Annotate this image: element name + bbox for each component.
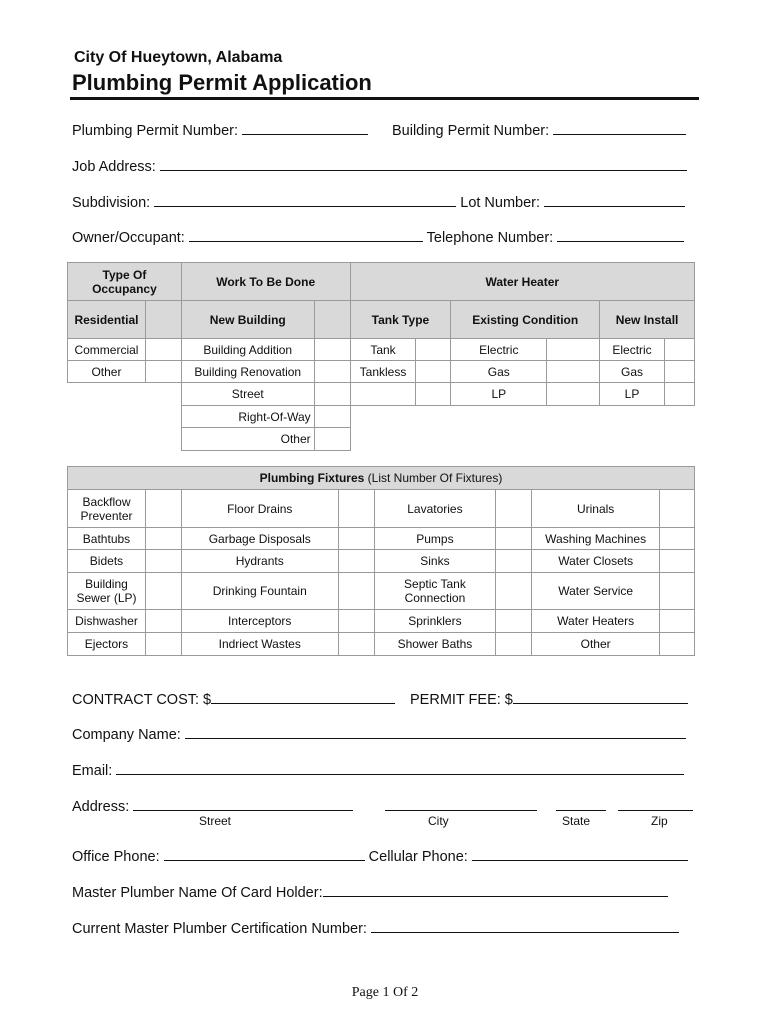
existing-electric-label: Electric <box>451 339 547 361</box>
other-occupancy-label: Other <box>68 361 146 383</box>
residential-count-field[interactable] <box>145 301 181 339</box>
telephone-number-field[interactable] <box>557 228 684 242</box>
company-name-row <box>72 725 686 743</box>
new-gas-label: Gas <box>600 361 665 383</box>
new-lp-field[interactable] <box>664 383 694 406</box>
fixtures-header <box>68 467 695 490</box>
city-name: City Of Hueytown, Alabama <box>74 49 283 66</box>
fixture-label: Urinals <box>532 490 660 528</box>
contract-cost-row <box>72 690 395 708</box>
cellular-phone-field[interactable] <box>472 847 688 861</box>
fixture-label: Interceptors <box>181 610 338 633</box>
address-state-field[interactable] <box>556 797 606 811</box>
water-heater-header: Water Heater <box>350 263 694 301</box>
fixture-count-field[interactable] <box>338 573 374 610</box>
fixture-label: Bathtubs <box>68 528 146 550</box>
page-number: Page 1 Of 2 <box>351 985 419 1000</box>
permit-fee-row <box>410 690 688 708</box>
fixture-count-field[interactable] <box>145 610 181 633</box>
subdivision-label: Subdivision: <box>72 195 151 211</box>
fixture-count-field[interactable] <box>496 490 532 528</box>
commercial-label: Commercial <box>68 339 146 361</box>
new-electric-label: Electric <box>600 339 665 361</box>
telephone-number-label: Telephone Number: <box>426 230 554 246</box>
fixture-label: Drinking Fountain <box>181 573 338 610</box>
fixture-label: Water Service <box>532 573 660 610</box>
email-field[interactable] <box>116 761 684 775</box>
fixture-count-field[interactable] <box>496 550 532 573</box>
fixture-count-field[interactable] <box>496 610 532 633</box>
existing-electric-field[interactable] <box>547 339 600 361</box>
fixture-label: Pumps <box>374 528 496 550</box>
email-row <box>72 761 684 779</box>
contract-cost-field[interactable] <box>211 690 395 704</box>
table-row <box>68 610 695 633</box>
master-plumber-name-field[interactable] <box>323 883 668 897</box>
existing-lp-field[interactable] <box>547 383 600 406</box>
tank-type-blank-field[interactable] <box>416 383 451 406</box>
table-row <box>68 633 695 656</box>
work-table <box>67 262 695 451</box>
table-row <box>68 528 695 550</box>
street-work-label: Street <box>181 383 314 406</box>
fixture-label: Indriect Wastes <box>181 633 338 656</box>
street-caption: Street <box>199 814 232 828</box>
building-permit-number-label: Building Permit Number: <box>392 123 550 139</box>
lot-number-label: Lot Number: <box>460 195 541 211</box>
company-name-field[interactable] <box>185 725 686 739</box>
fixture-label: Other <box>532 633 660 656</box>
fixture-label: Water Heaters <box>532 610 660 633</box>
other-work-field[interactable] <box>314 428 350 451</box>
table-row <box>68 573 695 610</box>
certification-number-field[interactable] <box>371 919 679 933</box>
permit-fee-field[interactable] <box>513 690 688 704</box>
fixture-count-field[interactable] <box>338 528 374 550</box>
fixture-count-field[interactable] <box>660 610 695 633</box>
fixture-label: Dishwasher <box>68 610 146 633</box>
new-building-count-field[interactable] <box>314 301 350 339</box>
form-title: Plumbing Permit Application <box>72 70 372 95</box>
address-city-field[interactable] <box>385 797 537 811</box>
other-work-label: Other <box>181 428 314 451</box>
tank-type-blank-label <box>350 383 416 406</box>
fixture-label: Building Sewer (LP) <box>68 573 146 610</box>
fixture-label: Shower Baths <box>374 633 496 656</box>
fixture-count-field[interactable] <box>496 573 532 610</box>
state-caption: State <box>562 814 591 828</box>
certification-row <box>72 919 679 937</box>
tank-label: Tank <box>350 339 416 361</box>
fixture-count-field[interactable] <box>145 633 181 656</box>
fixture-label: Water Closets <box>532 550 660 573</box>
plumbing-permit-number-label: Plumbing Permit Number: <box>72 123 238 139</box>
fixture-count-field[interactable] <box>338 490 374 528</box>
contract-cost-label: CONTRACT COST: $ <box>72 692 212 708</box>
existing-gas-field[interactable] <box>547 361 600 383</box>
email-label: Email: <box>72 763 113 779</box>
fixture-count-field[interactable] <box>660 550 695 573</box>
address-row <box>72 797 693 815</box>
tankless-field[interactable] <box>416 361 451 383</box>
fixture-count-field[interactable] <box>496 633 532 656</box>
residential-label: Residential <box>68 301 146 339</box>
fixture-label: Sprinklers <box>374 610 496 633</box>
table-row <box>68 490 695 528</box>
master-plumber-row <box>72 883 668 901</box>
new-gas-field[interactable] <box>664 361 694 383</box>
fixture-count-field[interactable] <box>660 633 695 656</box>
office-phone-field[interactable] <box>164 847 365 861</box>
existing-condition-header: Existing Condition <box>451 301 600 339</box>
tankless-label: Tankless <box>350 361 416 383</box>
fixtures-header-note: (List Number Of Fixtures) <box>367 471 503 485</box>
fixture-count-field[interactable] <box>660 528 695 550</box>
building-permit-number-row <box>392 121 686 139</box>
street-work-field[interactable] <box>314 383 350 406</box>
tank-field[interactable] <box>416 339 451 361</box>
fixture-label: Garbage Disposals <box>181 528 338 550</box>
fixture-label: Hydrants <box>181 550 338 573</box>
fixtures-table <box>67 466 695 656</box>
new-electric-field[interactable] <box>664 339 694 361</box>
fixtures-header-title: Plumbing Fixtures <box>259 471 365 485</box>
city-caption: City <box>428 814 449 828</box>
zip-caption: Zip <box>651 814 668 828</box>
fixture-count-field[interactable] <box>496 528 532 550</box>
fixture-count-field[interactable] <box>145 490 181 528</box>
fixture-count-field[interactable] <box>145 573 181 610</box>
cellular-phone-label: Cellular Phone: <box>368 849 468 865</box>
fixture-label: Lavatories <box>374 490 496 528</box>
building-permit-number-field[interactable] <box>553 121 686 135</box>
fixture-count-field[interactable] <box>338 633 374 656</box>
owner-occupant-label: Owner/Occupant: <box>72 230 185 246</box>
permit-fee-label: PERMIT FEE: $ <box>410 692 513 708</box>
building-addition-label: Building Addition <box>181 339 314 361</box>
right-of-way-field[interactable] <box>314 406 350 428</box>
subdivision-row <box>72 193 685 211</box>
new-lp-label: LP <box>600 383 665 406</box>
fixture-label: Washing Machines <box>532 528 660 550</box>
existing-lp-label: LP <box>451 383 547 406</box>
fixture-count-field[interactable] <box>660 490 695 528</box>
lot-number-field[interactable] <box>544 193 685 207</box>
work-to-be-done-header: Work To Be Done <box>181 263 350 301</box>
building-renovation-label: Building Renovation <box>181 361 314 383</box>
commercial-count-field[interactable] <box>145 339 181 361</box>
job-address-row <box>72 157 687 175</box>
owner-occupant-field[interactable] <box>189 228 423 242</box>
plumbing-permit-number-field[interactable] <box>242 121 368 135</box>
plumbing-permit-number-row <box>72 121 368 139</box>
fixture-label: Bidets <box>68 550 146 573</box>
table-row <box>68 550 695 573</box>
right-of-way-label: Right-Of-Way <box>181 406 314 428</box>
address-street-field[interactable] <box>133 797 353 811</box>
fixture-count-field[interactable] <box>660 573 695 610</box>
fixture-label: Backflow Preventer <box>68 490 146 528</box>
certification-number-label: Current Master Plumber Certification Number: <box>72 921 367 937</box>
tank-type-header: Tank Type <box>350 301 451 339</box>
address-label: Address: <box>72 799 130 815</box>
subdivision-field[interactable] <box>154 193 456 207</box>
fixture-count-field[interactable] <box>338 610 374 633</box>
fixture-label: Ejectors <box>68 633 146 656</box>
fixture-label: Floor Drains <box>181 490 338 528</box>
address-zip-field[interactable] <box>618 797 693 811</box>
owner-row <box>72 228 684 246</box>
fixture-label: Sinks <box>374 550 496 573</box>
new-install-header: New Install <box>600 301 695 339</box>
new-building-label: New Building <box>181 301 314 339</box>
fixture-count-field[interactable] <box>145 550 181 573</box>
office-phone-label: Office Phone: <box>72 849 160 865</box>
building-addition-field[interactable] <box>314 339 350 361</box>
other-occupancy-field[interactable] <box>145 361 181 383</box>
building-renovation-field[interactable] <box>314 361 350 383</box>
type-of-occupancy-header: Type Of Occupancy <box>68 263 182 301</box>
job-address-field[interactable] <box>160 157 687 171</box>
fixture-count-field[interactable] <box>338 550 374 573</box>
phone-row <box>72 847 688 865</box>
company-name-label: Company Name: <box>72 727 181 743</box>
fixture-label: Septic Tank Connection <box>374 573 496 610</box>
fixture-count-field[interactable] <box>145 528 181 550</box>
master-plumber-name-label: Master Plumber Name Of Card Holder: <box>72 885 323 901</box>
job-address-label: Job Address: <box>72 159 156 175</box>
existing-gas-label: Gas <box>451 361 547 383</box>
title-rule <box>70 97 699 100</box>
